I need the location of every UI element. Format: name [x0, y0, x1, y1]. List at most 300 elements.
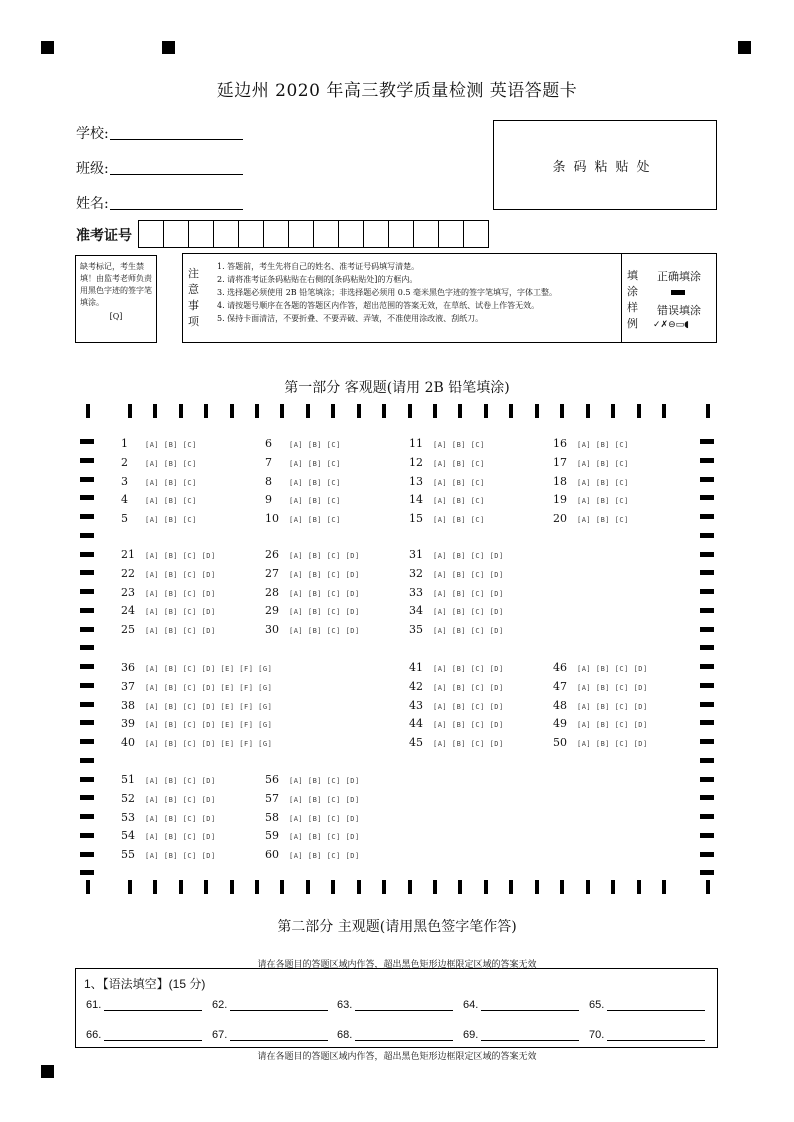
answer-options[interactable]: [A] [B] [C] [D] [145, 552, 216, 560]
blank-65[interactable] [589, 999, 705, 1011]
question-3[interactable] [121, 475, 197, 488]
school-field[interactable] [110, 121, 243, 140]
question-number: 50 [553, 736, 567, 749]
question-34[interactable] [409, 604, 504, 617]
timing-mark-right [700, 552, 714, 557]
notice-item: 5. 保持卡面清洁，不要折叠、不要弄破、弄皱，不准使用涂改液、刮纸刀。 [217, 314, 484, 323]
question-number: 3 [121, 474, 128, 488]
question-22[interactable] [121, 567, 216, 580]
school-label: 学校: [76, 126, 109, 142]
question-12[interactable] [409, 456, 485, 469]
timing-mark-left [80, 608, 94, 613]
answer-options[interactable]: [A] [B] [C] [D] [289, 852, 360, 860]
timing-mark-left [80, 477, 94, 482]
question-39[interactable] [121, 717, 272, 730]
question-27[interactable] [265, 567, 360, 580]
answer-options[interactable]: [A] [B] [C] [433, 516, 485, 524]
answer-options[interactable]: [A] [B] [C] [145, 441, 197, 449]
question-45[interactable] [409, 736, 504, 749]
timing-mark-left [80, 664, 94, 669]
blank-label: 66. [86, 1029, 102, 1041]
question-number: 28 [265, 585, 279, 599]
question-number: 54 [121, 829, 135, 843]
question-31[interactable] [409, 548, 504, 561]
timing-mark-bottom [128, 880, 132, 894]
question-29[interactable] [265, 604, 360, 617]
timing-mark-top [433, 404, 437, 418]
fill-wrong-marks: ✓✗⊖▭◖ [653, 320, 689, 330]
question-58[interactable] [265, 811, 360, 824]
question-26[interactable] [265, 548, 360, 561]
question-number: 16 [553, 437, 567, 450]
corner-mark-top-left [41, 41, 54, 54]
page-title: 延边州 2020 年高三教学质量检测 英语答题卡 [216, 81, 578, 101]
timing-mark-left [80, 552, 94, 557]
blank-63[interactable] [337, 999, 453, 1011]
question-13[interactable] [409, 475, 485, 488]
question-number: 59 [265, 829, 279, 843]
answer-options[interactable]: [A] [B] [C] [D] [433, 683, 504, 692]
question-14[interactable] [409, 493, 485, 506]
question-number: 15 [409, 512, 423, 525]
answer-options[interactable]: [A] [B] [C] [D] [433, 608, 504, 617]
timing-mark-left [80, 514, 94, 519]
answer-options[interactable]: [A] [B] [C] [D] [145, 570, 216, 579]
answer-options[interactable]: [A] [B] [C] [D] [145, 814, 216, 823]
answer-options[interactable]: [A] [B] [C] [D] [433, 627, 504, 635]
answer-options[interactable]: [A] [B] [C] [D] [577, 665, 648, 673]
answer-options[interactable]: [A] [B] [C] [433, 497, 485, 506]
timing-mark-bottom [408, 880, 412, 894]
answer-options[interactable]: [A] [B] [C] [289, 478, 341, 487]
blank-line[interactable] [481, 1030, 579, 1041]
timing-mark-right [700, 777, 714, 782]
answer-options[interactable]: [A] [B] [C] [D] [E] [F] [G] [145, 740, 273, 748]
answer-options[interactable]: [A] [B] [C] [D] [433, 721, 504, 730]
timing-mark-top [230, 404, 234, 418]
fill-example-heading: 填涂样例 [627, 269, 638, 330]
timing-mark-top [662, 404, 666, 418]
question-35[interactable] [409, 623, 504, 636]
answer-options[interactable]: [A] [B] [C] [433, 459, 485, 468]
answer-options[interactable]: [A] [B] [C] [145, 478, 197, 487]
timing-mark-top [331, 404, 335, 418]
answer-options[interactable]: [A] [B] [C] [D] [289, 833, 360, 842]
missing-exam-mark: [Q] [109, 312, 123, 321]
question-number: 25 [121, 623, 135, 636]
timing-mark-top [255, 404, 259, 418]
timing-mark-bottom [86, 880, 90, 894]
answer-options[interactable]: [A] [B] [C] [D] [E] [F] [G] [145, 702, 273, 711]
answer-options[interactable]: [A] [B] [C] [D] [E] [F] [G] [145, 683, 273, 692]
question-47[interactable] [553, 680, 648, 693]
question-number: 29 [265, 604, 279, 618]
timing-mark-top [382, 404, 386, 418]
timing-mark-left [80, 795, 94, 800]
question-21[interactable] [121, 548, 216, 561]
answer-options[interactable]: [A] [B] [C] [433, 478, 485, 487]
answer-options[interactable]: [A] [B] [C] [289, 441, 341, 449]
question-53[interactable] [121, 811, 216, 824]
answer-options[interactable]: [A] [B] [C] [D] [145, 852, 216, 860]
missing-exam-box[interactable] [75, 255, 157, 343]
timing-mark-top [179, 404, 183, 418]
answer-options[interactable]: [A] [B] [C] [D] [289, 552, 360, 560]
timing-mark-left [80, 833, 94, 838]
question-48[interactable] [553, 699, 648, 712]
timing-mark-bottom [255, 880, 259, 894]
timing-mark-top [357, 404, 361, 418]
question-number: 45 [409, 736, 423, 749]
timing-mark-left [80, 458, 94, 463]
question-51[interactable] [121, 773, 216, 786]
answer-options[interactable]: [A] [B] [C] [D] [577, 702, 648, 711]
blank-67[interactable] [212, 1029, 328, 1041]
timing-mark-right [700, 814, 714, 819]
timing-mark-right [700, 608, 714, 613]
answer-options[interactable]: [A] [B] [C] [577, 516, 629, 524]
question-46[interactable] [553, 661, 648, 674]
timing-mark-top [637, 404, 641, 418]
question-number: 35 [409, 623, 423, 636]
timing-mark-right [700, 702, 714, 707]
question-7[interactable] [265, 456, 341, 469]
answer-options[interactable]: [A] [B] [C] [289, 459, 341, 468]
timing-mark-bottom [179, 880, 183, 894]
timing-mark-left [80, 645, 94, 650]
answer-options[interactable]: [A] [B] [C] [D] [289, 570, 360, 579]
question-49[interactable] [553, 717, 648, 730]
question-30[interactable] [265, 623, 360, 636]
answer-options[interactable]: [A] [B] [C] [D] [145, 589, 216, 598]
timing-mark-top [560, 404, 564, 418]
answer-options[interactable]: [A] [B] [C] [D] [433, 665, 504, 673]
question-number: 57 [265, 791, 279, 805]
timing-mark-left [80, 495, 94, 500]
timing-mark-left [80, 720, 94, 725]
question-42[interactable] [409, 680, 504, 693]
class-field[interactable] [110, 156, 243, 175]
question-8[interactable] [265, 475, 341, 488]
question-number: 46 [553, 661, 567, 674]
notice-item: 1. 答题前，考生先将自己的姓名、准考证号码填写清楚。 [217, 262, 420, 271]
question-number: 42 [409, 679, 423, 693]
question-number: 20 [553, 512, 567, 525]
question-11[interactable] [409, 437, 485, 450]
timing-mark-bottom [458, 880, 462, 894]
answer-options[interactable]: [A] [B] [C] [577, 478, 629, 487]
timing-mark-left [80, 702, 94, 707]
answer-options[interactable]: [A] [B] [C] [D] [E] [F] [G] [145, 721, 273, 730]
answer-options[interactable]: [A] [B] [C] [577, 497, 629, 506]
timing-mark-top [706, 404, 710, 418]
timing-mark-bottom [153, 880, 157, 894]
blank-64[interactable] [463, 999, 579, 1011]
answer-options[interactable]: [A] [B] [C] [D] [577, 740, 648, 748]
question-56[interactable] [265, 773, 360, 786]
question-number: 48 [553, 698, 567, 712]
timing-mark-left [80, 627, 94, 632]
exam-id-cells[interactable] [138, 220, 489, 248]
answer-options[interactable]: [A] [B] [C] [D] [433, 702, 504, 711]
missing-exam-text: 缺考标记，考生禁填！由监考老师负责用黑色字迹的签字笔填涂。 [80, 262, 152, 307]
timing-mark-bottom [331, 880, 335, 894]
timing-mark-bottom [611, 880, 615, 894]
answer-options[interactable]: [A] [B] [C] [D] [145, 608, 216, 617]
timing-mark-bottom [706, 880, 710, 894]
answer-options[interactable]: [A] [B] [C] [D] [577, 683, 648, 692]
question-5[interactable] [121, 512, 197, 525]
answer-options[interactable]: [A] [B] [C] [D] [145, 627, 216, 635]
blank-68[interactable] [337, 1029, 453, 1041]
question-20[interactable] [553, 512, 629, 525]
answer-options[interactable]: [A] [B] [C] [D] [289, 627, 360, 635]
blank-label: 69. [463, 1029, 479, 1041]
timing-mark-left [80, 777, 94, 782]
answer-options[interactable]: [A] [B] [C] [145, 459, 197, 468]
question-10[interactable] [265, 512, 341, 525]
question-9[interactable] [265, 493, 341, 506]
question-37[interactable] [121, 680, 272, 693]
question-36[interactable] [121, 661, 272, 674]
question-19[interactable] [553, 493, 629, 506]
grammar-fill-heading: 1、【语法填空】(15 分) [84, 977, 206, 991]
answer-options[interactable]: [A] [B] [C] [D] [433, 589, 504, 598]
blank-line[interactable] [481, 1000, 579, 1011]
answer-options[interactable]: [A] [B] [C] [D] [433, 570, 504, 579]
notice-item: 4. 请按题号顺序在各题的答题区内作答，超出范围的答案无效，在草纸、试卷上作答无效。 [217, 301, 540, 310]
answer-options[interactable]: [A] [B] [C] [D] [289, 777, 360, 785]
timing-mark-left [80, 439, 94, 444]
answer-options[interactable]: [A] [B] [C] [D] [289, 608, 360, 617]
fill-wrong-label: 错误填涂 [657, 304, 701, 317]
question-number: 55 [121, 848, 135, 861]
answer-options[interactable]: [A] [B] [C] [577, 441, 629, 449]
answer-options[interactable]: [A] [B] [C] [D] [289, 814, 360, 823]
blank-label: 67. [212, 1029, 228, 1041]
answer-options[interactable]: [A] [B] [C] [289, 516, 341, 524]
corner-mark-top-right [738, 41, 751, 54]
question-number: 56 [265, 773, 279, 786]
question-1[interactable] [121, 437, 197, 450]
timing-mark-right [700, 458, 714, 463]
question-43[interactable] [409, 699, 504, 712]
blank-61[interactable] [86, 999, 202, 1011]
question-38[interactable] [121, 699, 272, 712]
timing-mark-right [700, 589, 714, 594]
question-number: 47 [553, 679, 567, 693]
blank-66[interactable] [86, 1029, 202, 1041]
timing-mark-top [153, 404, 157, 418]
question-number: 34 [409, 604, 423, 618]
timing-mark-top [611, 404, 615, 418]
answer-options[interactable]: [A] [B] [C] [289, 497, 341, 506]
timing-mark-left [80, 870, 94, 875]
question-number: 19 [553, 493, 567, 507]
timing-mark-right [700, 758, 714, 763]
timing-mark-bottom [509, 880, 513, 894]
timing-mark-top [586, 404, 590, 418]
question-33[interactable] [409, 586, 504, 599]
timing-mark-top [535, 404, 539, 418]
question-number: 24 [121, 604, 135, 618]
question-number: 26 [265, 548, 279, 561]
answer-options[interactable]: [A] [B] [C] [D] [145, 795, 216, 804]
blank-line[interactable] [607, 1030, 705, 1041]
question-17[interactable] [553, 456, 629, 469]
blank-label: 62. [212, 999, 228, 1011]
timing-mark-left [80, 852, 94, 857]
blank-label: 70. [589, 1029, 605, 1041]
timing-mark-left [80, 683, 94, 688]
timing-mark-top [280, 404, 284, 418]
question-40[interactable] [121, 736, 272, 749]
blank-label: 61. [86, 999, 102, 1011]
notice-list [199, 260, 627, 325]
question-52[interactable] [121, 792, 216, 805]
answer-options[interactable]: [A] [B] [C] [D] [289, 795, 360, 804]
question-number: 12 [409, 455, 423, 469]
question-number: 17 [553, 455, 567, 469]
question-24[interactable] [121, 604, 216, 617]
answer-options[interactable]: [A] [B] [C] [D] [289, 589, 360, 598]
question-number: 30 [265, 623, 279, 636]
question-15[interactable] [409, 512, 485, 525]
question-number: 51 [121, 773, 135, 786]
timing-mark-right [700, 683, 714, 688]
question-55[interactable] [121, 848, 216, 861]
grammar-fill-box[interactable] [75, 968, 718, 1048]
timing-mark-bottom [357, 880, 361, 894]
answer-options[interactable]: [A] [B] [C] [D] [145, 777, 216, 785]
timing-mark-right [700, 533, 714, 538]
question-number: 44 [409, 717, 423, 731]
question-23[interactable] [121, 586, 216, 599]
blank-line[interactable] [104, 1030, 202, 1041]
question-57[interactable] [265, 792, 360, 805]
timing-mark-bottom [204, 880, 208, 894]
timing-mark-right [700, 833, 714, 838]
question-32[interactable] [409, 567, 504, 580]
answer-options[interactable]: [A] [B] [C] [D] [145, 833, 216, 842]
notice-item: 2. 请将准考证条码粘贴在右侧的[条码粘贴处]的方框内。 [217, 275, 418, 284]
timing-mark-bottom [382, 880, 386, 894]
question-number: 13 [409, 474, 423, 488]
fill-correct-mark [671, 290, 685, 295]
blank-label: 65. [589, 999, 605, 1011]
question-6[interactable] [265, 437, 341, 450]
answer-options[interactable]: [A] [B] [C] [D] [433, 740, 504, 748]
part1-title: 第一部分 客观题(请用 2B 铅笔填涂) [284, 380, 510, 396]
part2-title: 第二部分 主观题(请用黑色签字笔作答) [277, 919, 517, 935]
answer-options[interactable]: [A] [B] [C] [433, 441, 485, 449]
question-18[interactable] [553, 475, 629, 488]
corner-mark-top-center [162, 41, 175, 54]
question-50[interactable] [553, 736, 648, 749]
timing-mark-right [700, 514, 714, 519]
timing-mark-right [700, 870, 714, 875]
question-number: 38 [121, 698, 135, 712]
timing-mark-right [700, 645, 714, 650]
timing-mark-left [80, 570, 94, 575]
timing-mark-bottom [280, 880, 284, 894]
region-note-top: 请在各题目的答题区域内作答，超出黑色矩形边框限定区域的答案无效 [257, 960, 537, 970]
question-number: 37 [121, 679, 135, 693]
question-60[interactable] [265, 848, 360, 861]
timing-mark-left [80, 758, 94, 763]
blank-line[interactable] [230, 1000, 328, 1011]
timing-mark-right [700, 495, 714, 500]
question-number: 2 [121, 455, 128, 469]
answer-options[interactable]: [A] [B] [C] [145, 497, 197, 506]
question-number: 40 [121, 736, 135, 749]
question-number: 43 [409, 698, 423, 712]
blank-70[interactable] [589, 1029, 705, 1041]
timing-mark-left [80, 589, 94, 594]
timing-mark-right [700, 739, 714, 744]
notice-heading: 注意事项 [188, 267, 199, 328]
question-number: 53 [121, 810, 135, 824]
timing-mark-bottom [662, 880, 666, 894]
timing-mark-bottom [230, 880, 234, 894]
blank-line[interactable] [230, 1030, 328, 1041]
question-25[interactable] [121, 623, 216, 636]
answer-options[interactable]: [A] [B] [C] [577, 459, 629, 468]
question-44[interactable] [409, 717, 504, 730]
answer-options[interactable]: [A] [B] [C] [145, 516, 197, 524]
question-4[interactable] [121, 493, 197, 506]
question-number: 6 [265, 437, 272, 450]
answer-options[interactable]: [A] [B] [C] [D] [577, 721, 648, 730]
question-number: 14 [409, 493, 423, 507]
timing-mark-bottom [433, 880, 437, 894]
question-59[interactable] [265, 829, 360, 842]
answer-options[interactable]: [A] [B] [C] [D] [433, 552, 504, 560]
question-16[interactable] [553, 437, 629, 450]
question-number: 18 [553, 474, 567, 488]
blank-62[interactable] [212, 999, 328, 1011]
question-number: 10 [265, 512, 279, 525]
timing-mark-top [128, 404, 132, 418]
blank-line[interactable] [355, 1030, 453, 1041]
blank-line[interactable] [607, 1000, 705, 1011]
answer-options[interactable]: [A] [B] [C] [D] [E] [F] [G] [145, 665, 273, 673]
question-number: 9 [265, 493, 272, 507]
timing-mark-top [408, 404, 412, 418]
question-number: 32 [409, 566, 423, 580]
question-number: 8 [265, 474, 272, 488]
name-field[interactable] [110, 191, 243, 210]
timing-mark-left [80, 814, 94, 819]
blank-69[interactable] [463, 1029, 579, 1041]
blank-line[interactable] [355, 1000, 453, 1011]
timing-mark-right [700, 627, 714, 632]
fill-correct-label: 正确填涂 [657, 270, 701, 283]
question-28[interactable] [265, 586, 360, 599]
question-54[interactable] [121, 829, 216, 842]
question-number: 7 [265, 455, 272, 469]
barcode-area: 条码粘贴处 [493, 120, 717, 210]
timing-mark-right [700, 720, 714, 725]
name-label: 姓名: [76, 196, 109, 212]
timing-mark-bottom [586, 880, 590, 894]
timing-mark-left [80, 739, 94, 744]
blank-line[interactable] [104, 1000, 202, 1011]
question-2[interactable] [121, 456, 197, 469]
question-number: 31 [409, 548, 423, 561]
question-41[interactable] [409, 661, 504, 674]
timing-mark-left [80, 533, 94, 538]
